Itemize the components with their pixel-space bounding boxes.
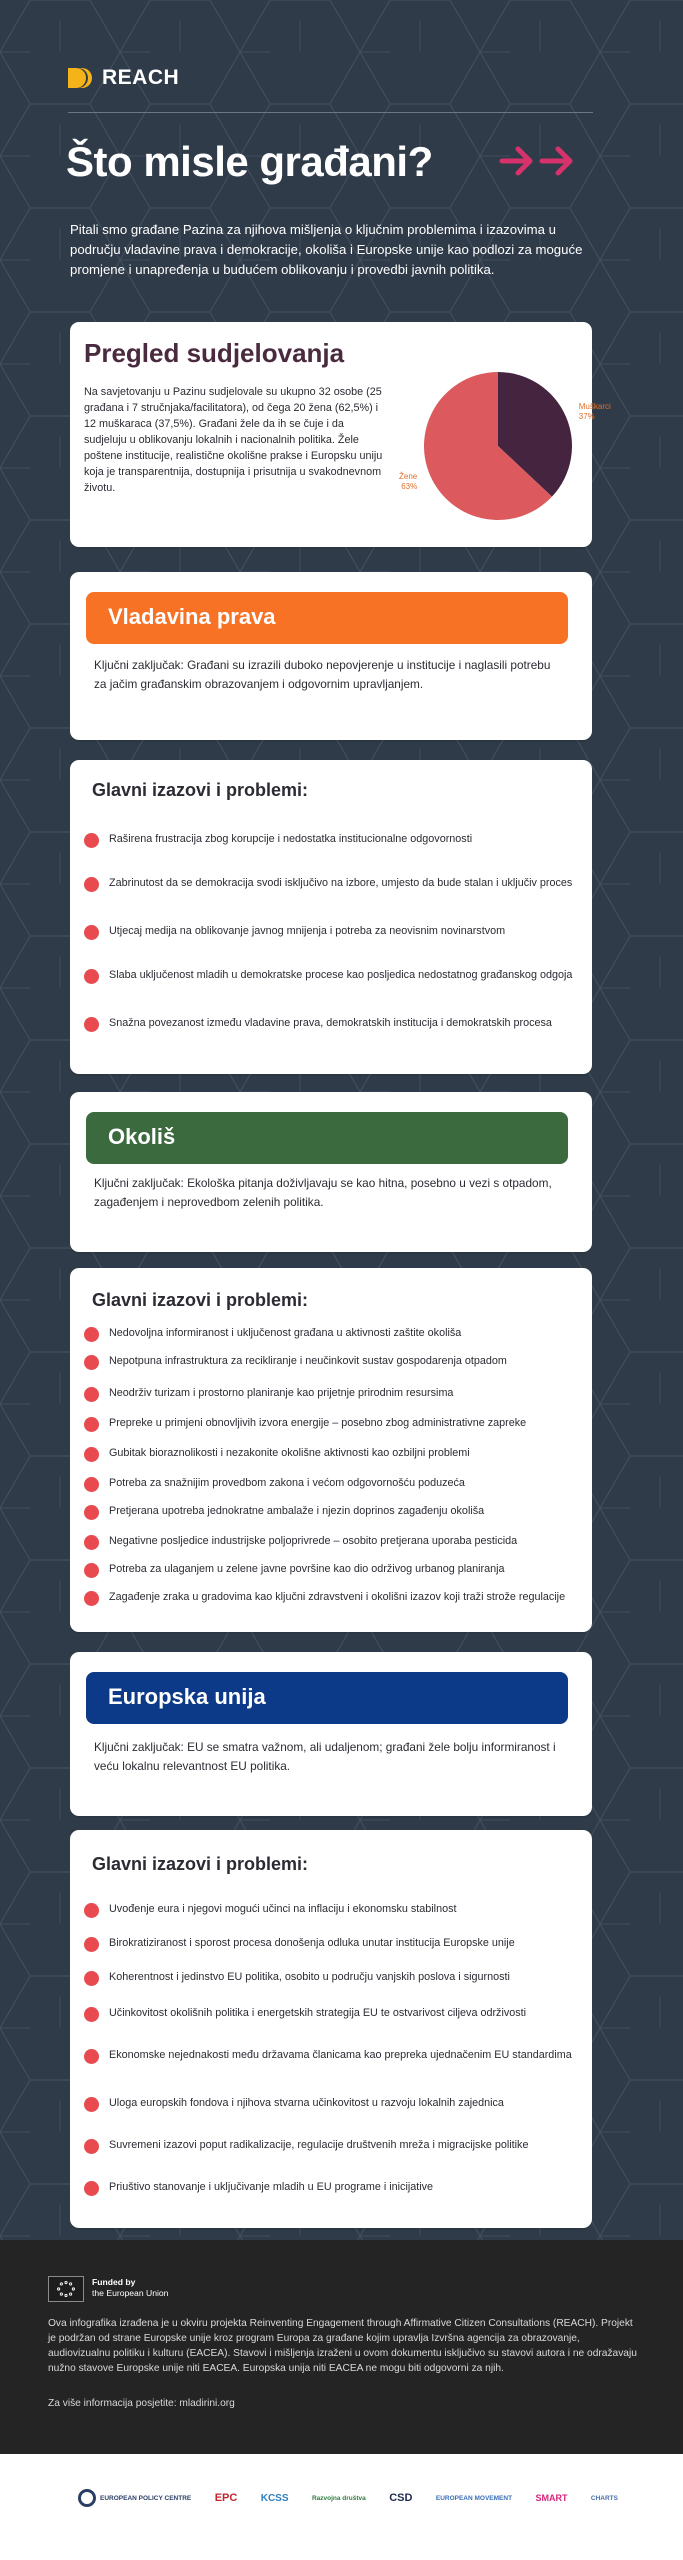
environment-challenges-card (70, 1268, 592, 1632)
bullet-dot-icon (84, 1591, 99, 1606)
list-item: Suvremeni izazovi poput radikalizacije, regulacije društvenih mreža i migracijske politike (84, 2138, 579, 2154)
bullet-dot-icon (84, 925, 99, 940)
challenges-title: Glavni izazovi i problemi: (92, 1290, 309, 1310)
list-item: Neodrživ turizam i prostorno planiranje kao prijetnje prirodnim resursima (84, 1386, 579, 1402)
list-item: Pretjerana upotreba jednokratne ambalaže i njezin doprinos zagađenju okoliša (84, 1504, 579, 1520)
european-union-key-conclusion: Ključni zaključak: EU se smatra važnom, ali udaljenom; građani žele bolju informiranost i veću lokalnu relevantnost EU politika. (94, 1740, 556, 1773)
header-divider (68, 112, 593, 113)
rule-of-law-card (70, 572, 592, 740)
more-info-link[interactable]: Za više informacija posjetite: mladirini.org (48, 2398, 235, 2409)
list-item: Učinkovitost okolišnih politika i energetskih strategija EU te ostvarivost ciljeva održivosti (84, 2006, 579, 2022)
partner-logo: Razvojna društva (311, 2494, 366, 2502)
bullet-dot-icon (84, 2097, 99, 2112)
list-item: Uloga europskih fondova i njihova stvarna učinkovitost u razvoju lokalnih zajednica (84, 2096, 579, 2112)
overview-text: Na savjetovanju u Pazinu sudjelovale su ukupno 32 osobe (25 građana i 7 stručnjaka/facilitatora), od čega 20 žena (62,5%) i 12 muškaraca (37,5%). Građani žele da ih se čuje i da sudjeluju u oblikovanju lokalnih i nacionalnih politika. Žele poštene institucije, realistične okolišne prakse i Europsku uniju koja je transparentnija, dostupnija i prisutnija u svakodnevnom životu. (84, 386, 383, 494)
partner-logo: EPC (214, 2491, 238, 2504)
participation-overview-card (70, 322, 611, 547)
list-item: Gubitak bioraznolikosti i nezakonite okolišne aktivnosti kao ozbiljni problemi (84, 1446, 579, 1462)
rule-of-law-challenges-card (70, 760, 592, 1074)
list-item: Slaba uključenost mladih u demokratske procese kao posljedica nedostatnog građanskog odgoja (84, 968, 579, 984)
pie-label-name: Žene (399, 471, 418, 481)
eu-funded-label: Funded by the European Union (92, 2277, 169, 2298)
bullet-dot-icon (84, 833, 99, 848)
reach-logo (68, 66, 179, 90)
logo-text: REACH (102, 66, 180, 89)
list-item: Utjecaj medija na oblikovanje javnog mnijenja i potreba za neovisnim novinarstvom (84, 924, 579, 940)
disclaimer-text: Ova infografika izrađena je u okviru projekta Reinventing Engagement through Affirmative Citizen Consultations (REACH). Projekt je podržan od strane Europske unije kroz program Europa za građane kojim upravlja Izvršna agencija za obrazovanje, audiovizualnu politiku i kulturu (EACEA). Stavovi i mišljenja izraženi u ovom dokumentu isključivo su stavovi autora i ne odražavaju nužno stavove Europske unije niti EACEA. Europska unija niti EACEA ne mogu biti odgovorni za njih. (48, 2318, 637, 2374)
bullet-dot-icon (84, 1327, 99, 1342)
bullet-dot-icon (84, 877, 99, 892)
rule-of-law-key-conclusion: Ključni zaključak: Građani su izrazili duboko nepovjerenje u institucije i naglasili potrebu za jačim građanskim obrazovanjem i odgovornim upravljanjem. (94, 658, 551, 691)
page-title: Što misle građani? (66, 138, 433, 185)
bullet-dot-icon (84, 1937, 99, 1952)
overview-title: Pregled sudjelovanja (84, 338, 345, 368)
list-item: Zagađenje zraka u gradovima kao ključni zdravstveni i okolišni izazov koji traži strože regulacije (84, 1590, 579, 1606)
list-item: Nepotpuna infrastruktura za recikliranje i neučinkovit sustav gospodarenja otpadom (84, 1354, 579, 1370)
challenges-title: Glavni izazovi i problemi: (92, 1854, 309, 1874)
bullet-dot-icon (84, 1971, 99, 1986)
bullet-dot-icon (84, 2139, 99, 2154)
bullet-dot-icon (84, 1017, 99, 1032)
double-chevron-right-icon (498, 143, 580, 179)
list-item: Priuštivo stanovanje i uključivanje mladih u EU programe i inicijative (84, 2180, 579, 2196)
bullet-dot-icon (84, 1477, 99, 1492)
reach-logo-icon (68, 66, 92, 90)
bullet-dot-icon (84, 1355, 99, 1370)
partner-logos (78, 2478, 618, 2518)
list-item: Prepreke u primjeni obnovljivih izvora energije – posebno zbog administrativne zapreke (84, 1416, 579, 1432)
bullet-dot-icon (84, 1505, 99, 1520)
environment-banner: Okoliš (86, 1112, 568, 1164)
list-item: Potreba za snažnijim provedbom zakona i većom odgovornošću poduzeća (84, 1476, 579, 1492)
list-item: Nedovoljna informiranost i uključenost građana u aktivnosti zaštite okoliša (84, 1326, 579, 1342)
partner-logo: EUROPEAN POLICY CENTRE (78, 2489, 191, 2507)
challenges-title: Glavni izazovi i problemi: (92, 780, 309, 800)
list-item: Ekonomske nejednakosti među državama članicama kao prepreka ujednačenim EU standardima (84, 2048, 579, 2064)
european-union-challenges-card (70, 1830, 592, 2228)
list-item: Zabrinutost da se demokracija svodi isključivo na izbore, umjesto da bude stalan i uključiv proces (84, 876, 579, 892)
partner-logo: CHARTS (590, 2494, 618, 2502)
list-item: Uvođenje eura i njegovi mogući učinci na inflaciju i ekonomsku stabilnost (84, 1902, 579, 1918)
bullet-dot-icon (84, 1903, 99, 1918)
bullet-dot-icon (84, 1535, 99, 1550)
environment-key-conclusion: Ključni zaključak: Ekološka pitanja doživljavaju se kao hitna, posebno u vezi s otpadom, zagađenjem i neprovedbom zelenih politika. (94, 1176, 552, 1209)
list-item: Raširena frustracija zbog korupcije i nedostatka institucionalne odgovornosti (84, 832, 579, 848)
environment-card (70, 1092, 592, 1252)
partner-logo: KCSS (260, 2492, 289, 2504)
european-union-card (70, 1652, 592, 1816)
partner-logo: EUROPEAN MOVEMENT (435, 2494, 513, 2502)
bullet-dot-icon (84, 1563, 99, 1578)
list-item: Negativne posljedice industrijske poljoprivrede – osobito pretjerana uporaba pesticida (84, 1534, 579, 1550)
partner-logo: CSD (389, 2491, 413, 2504)
list-item: Snažna povezanost između vladavine prava, demokratskih institucija i demokratskih procesa (84, 1016, 579, 1032)
gender-pie-chart (370, 366, 630, 536)
bullet-dot-icon (84, 2007, 99, 2022)
bullet-dot-icon (84, 969, 99, 984)
bullet-dot-icon (84, 1447, 99, 1462)
partner-circle-icon (78, 2489, 96, 2507)
pie-label-value: 37% (578, 412, 595, 422)
bullet-dot-icon (84, 2181, 99, 2196)
bullet-dot-icon (84, 1387, 99, 1402)
european-union-banner: Europska unija (86, 1672, 568, 1724)
eu-flag-icon (48, 2276, 84, 2302)
list-item: Koherentnost i jedinstvo EU politika, osobito u području vanjskih poslova i sigurnosti (84, 1970, 579, 1986)
rule-of-law-banner: Vladavina prava (86, 592, 568, 644)
list-item: Birokratiziranost i sporost procesa donošenja odluka unutar institucija Europske unije (84, 1936, 579, 1952)
pie-label-value: 63% (401, 481, 418, 491)
bullet-dot-icon (84, 1417, 99, 1432)
list-item: Potreba za ulaganjem u zelene javne površine kao dio održivog urbanog planiranja (84, 1562, 579, 1578)
bullet-dot-icon (84, 2049, 99, 2064)
partner-logo: SMART (535, 2492, 568, 2503)
intro-text: Pitali smo građane Pazina za njihova mišljenja o ključnim problemima i izazovima u području vladavine prava i demokracije, okoliša i Europske unije kao podlozi za moguće promjene i unapređenja u budućem oblikovanju i provedbi javnih politika. (70, 222, 583, 277)
pie-label-name: Muškarci (578, 402, 611, 412)
